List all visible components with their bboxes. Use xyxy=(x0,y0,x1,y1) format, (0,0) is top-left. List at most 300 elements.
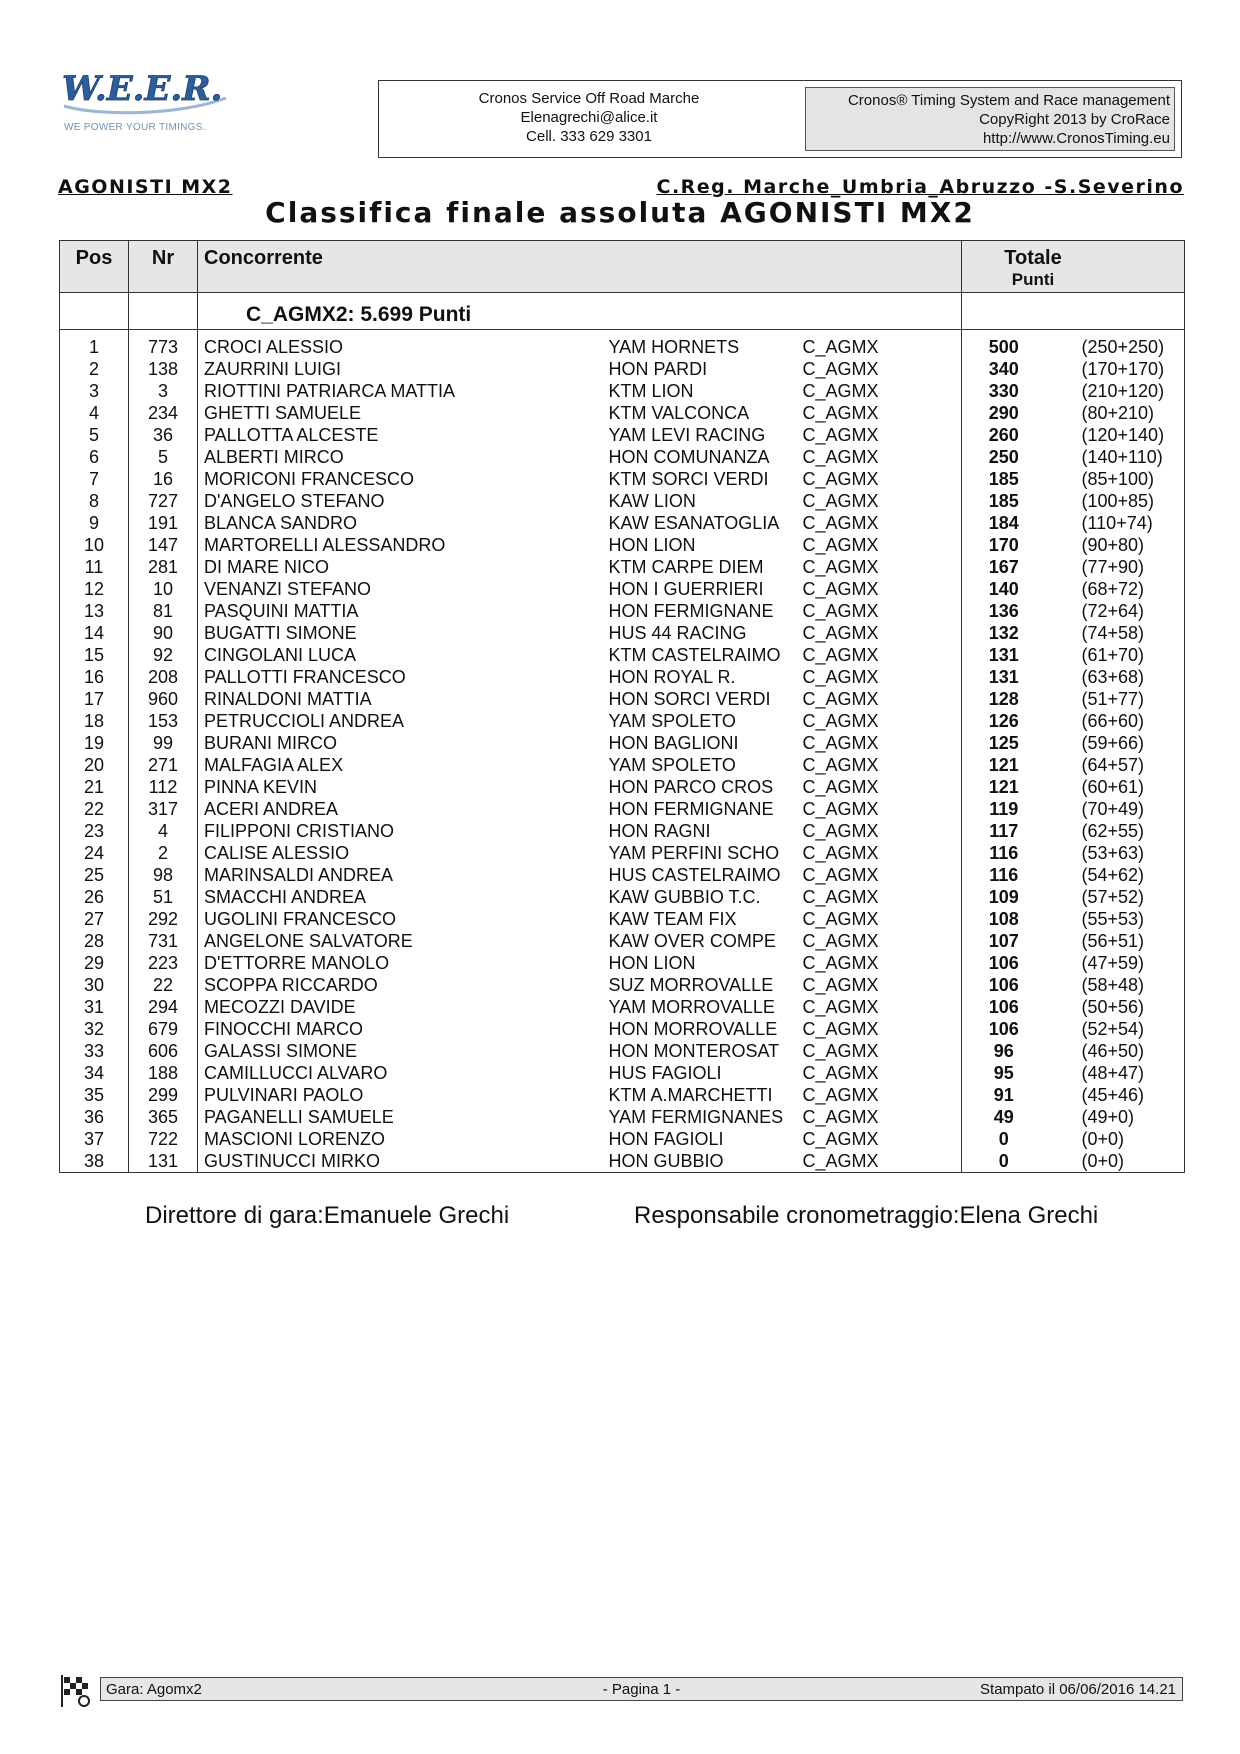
row-points: 119 xyxy=(989,799,1019,819)
table-row xyxy=(60,886,1185,908)
row-points-detail: (70+49) xyxy=(1082,798,1185,820)
row-position: 23 xyxy=(60,820,129,842)
row-rider: PULVINARI PAOLO xyxy=(204,1085,364,1105)
row-class: C_AGMX xyxy=(803,666,962,688)
row-number: 223 xyxy=(129,952,198,974)
row-team: HON LION xyxy=(608,953,696,973)
row-team: HON FERMIGNANE xyxy=(608,601,774,621)
row-position: 17 xyxy=(60,688,129,710)
row-position: 31 xyxy=(60,996,129,1018)
row-rider: FINOCCHI MARCO xyxy=(204,1019,363,1039)
table-row xyxy=(60,1128,1185,1150)
row-rider: BUGATTI SIMONE xyxy=(204,623,357,643)
row-team: HON MONTEROSAT xyxy=(608,1041,780,1061)
row-points: 121 xyxy=(988,777,1019,797)
row-points: 167 xyxy=(988,557,1019,577)
row-rider: ALBERTI MIRCO xyxy=(204,447,344,467)
table-row xyxy=(60,380,1185,402)
col-points-label: Punti xyxy=(1011,270,1055,289)
row-class: C_AGMX xyxy=(803,930,962,952)
row-class: C_AGMX xyxy=(803,864,962,886)
organizer-email: Elenagrechi@alice.it xyxy=(520,109,658,126)
row-team: HON GUBBIO xyxy=(609,1150,803,1173)
row-rider: D'ANGELO STEFANO xyxy=(204,491,385,511)
row-position: 38 xyxy=(60,1150,129,1173)
row-team: KAW GUBBIO T.C. xyxy=(608,887,761,907)
row-class: C_AGMX xyxy=(803,754,962,776)
row-number: 299 xyxy=(129,1084,198,1106)
row-class: C_AGMX xyxy=(803,468,962,490)
col-total-label: Totale xyxy=(1004,247,1062,269)
row-points-detail: (66+60) xyxy=(1082,710,1185,732)
table-row xyxy=(60,666,1185,688)
row-team: YAM HORNETS xyxy=(608,337,740,357)
row-rider: FILIPPONI CRISTIANO xyxy=(204,821,395,841)
row-team: KAW ESANATOGLIA xyxy=(608,513,780,533)
row-points: 0 xyxy=(962,1150,1082,1173)
row-team: HON BAGLIONI xyxy=(608,733,739,753)
row-number: 4 xyxy=(129,820,198,842)
table-row xyxy=(60,358,1185,380)
row-position: 13 xyxy=(60,600,129,622)
row-number: 2 xyxy=(129,842,198,864)
row-position: 2 xyxy=(60,358,129,380)
table-header xyxy=(60,241,1185,293)
row-position: 20 xyxy=(60,754,129,776)
category-cell-empty xyxy=(129,293,198,330)
organizer-box xyxy=(378,80,1182,158)
row-points-detail: (0+0) xyxy=(1082,1128,1185,1150)
row-number: 281 xyxy=(129,556,198,578)
row-points-detail: (52+54) xyxy=(1082,1018,1185,1040)
row-number: 294 xyxy=(129,996,198,1018)
row-rider: RIOTTINI PATRIARCA MATTIA xyxy=(204,381,456,401)
row-points: 116 xyxy=(989,843,1019,863)
row-points: 250 xyxy=(988,447,1019,467)
row-points: 106 xyxy=(988,975,1019,995)
row-points-detail: (64+57) xyxy=(1082,754,1185,776)
logo-tagline: WE POWER YOUR TIMINGS. xyxy=(64,122,206,133)
row-rider: RINALDONI MATTIA xyxy=(204,689,372,709)
table-row xyxy=(60,1062,1185,1084)
row-points: 260 xyxy=(988,425,1019,445)
table-row xyxy=(60,446,1185,468)
row-number: 188 xyxy=(129,1062,198,1084)
row-points: 0 xyxy=(998,1129,1009,1149)
table-row xyxy=(60,1106,1185,1128)
row-points-detail: (85+100) xyxy=(1082,468,1185,490)
row-class: C_AGMX xyxy=(803,974,962,996)
row-team: HON PARCO CROS xyxy=(608,777,774,797)
footer-printed: Stampato il 06/06/2016 14.21 xyxy=(980,1681,1176,1698)
row-rider: MECOZZI DAVIDE xyxy=(204,997,356,1017)
row-points-detail: (57+52) xyxy=(1082,886,1185,908)
row-position: 24 xyxy=(60,842,129,864)
row-position: 14 xyxy=(60,622,129,644)
row-team: YAM PERFINI SCHO xyxy=(608,843,780,863)
table-row xyxy=(60,732,1185,754)
row-points: 500 xyxy=(988,337,1019,357)
table-row xyxy=(60,952,1185,974)
page-title: Classifica finale assoluta AGONISTI MX2 xyxy=(265,196,975,229)
row-class: C_AGMX xyxy=(803,330,962,359)
table-row xyxy=(60,578,1185,600)
row-points-detail: (72+64) xyxy=(1082,600,1185,622)
row-class: C_AGMX xyxy=(803,402,962,424)
table-row xyxy=(60,1040,1185,1062)
table-row xyxy=(60,974,1185,996)
table-row xyxy=(60,908,1185,930)
row-team: HON FERMIGNANE xyxy=(608,799,774,819)
row-points-detail: (120+140) xyxy=(1082,424,1185,446)
table-row xyxy=(60,776,1185,798)
row-points: 49 xyxy=(993,1107,1014,1127)
row-class: C_AGMX xyxy=(803,798,962,820)
row-points-detail: (63+68) xyxy=(1082,666,1185,688)
row-class: C_AGMX xyxy=(803,776,962,798)
row-class: C_AGMX xyxy=(803,556,962,578)
row-points: 290 xyxy=(988,403,1019,423)
row-points-detail: (250+250) xyxy=(1082,330,1185,359)
row-position: 21 xyxy=(60,776,129,798)
col-total xyxy=(962,241,1185,293)
row-number: 271 xyxy=(129,754,198,776)
row-class: C_AGMX xyxy=(803,490,962,512)
weer-logo-mark xyxy=(58,62,238,122)
row-points-detail: (50+56) xyxy=(1082,996,1185,1018)
row-rider: PALLOTTA ALCESTE xyxy=(204,425,379,445)
row-position: 25 xyxy=(60,864,129,886)
row-team: HON FAGIOLI xyxy=(608,1129,724,1149)
row-points: 136 xyxy=(988,601,1019,621)
row-number: 317 xyxy=(129,798,198,820)
footer-page: - Pagina 1 - xyxy=(602,1681,681,1698)
row-number: 679 xyxy=(129,1018,198,1040)
table-row xyxy=(60,600,1185,622)
results-table xyxy=(59,240,1185,1173)
row-rider: PASQUINI MATTIA xyxy=(204,601,359,621)
row-team: HON SORCI VERDI xyxy=(608,689,771,709)
row-points-detail: (68+72) xyxy=(1082,578,1185,600)
row-position: 22 xyxy=(60,798,129,820)
row-points-detail: (47+59) xyxy=(1082,952,1185,974)
row-team: YAM LEVI RACING xyxy=(608,425,766,445)
row-rider: VENANZI STEFANO xyxy=(204,579,372,599)
system-copyright: CopyRight 2013 by CroRace xyxy=(979,111,1170,128)
category-title: AGONISTI MX2 xyxy=(58,176,233,198)
organizer-info xyxy=(379,89,799,146)
row-class: C_AGMX xyxy=(803,996,962,1018)
row-points-detail: (74+58) xyxy=(1082,622,1185,644)
row-number: 98 xyxy=(129,864,198,886)
row-class: C_AGMX xyxy=(803,534,962,556)
row-rider: GHETTI SAMUELE xyxy=(204,403,362,423)
row-position: 4 xyxy=(60,402,129,424)
row-team: KTM VALCONCA xyxy=(608,403,750,423)
table-row xyxy=(60,1150,1185,1173)
row-team: HON MORROVALLE xyxy=(608,1019,778,1039)
weer-logo xyxy=(58,62,238,142)
row-points-detail: (55+53) xyxy=(1082,908,1185,930)
col-name: Concorrente xyxy=(198,241,962,293)
row-position: 16 xyxy=(60,666,129,688)
row-number: 722 xyxy=(129,1128,198,1150)
row-rider: ANGELONE SALVATORE xyxy=(204,931,413,951)
row-number: 81 xyxy=(129,600,198,622)
row-class: C_AGMX xyxy=(803,600,962,622)
row-class: C_AGMX xyxy=(803,578,962,600)
table-row xyxy=(60,402,1185,424)
race-director: Direttore di gara:Emanuele Grechi xyxy=(145,1202,510,1229)
row-rider: MALFAGIA ALEX xyxy=(204,755,344,775)
row-points: 140 xyxy=(988,579,1019,599)
row-position: 37 xyxy=(60,1128,129,1150)
row-rider: GALASSI SIMONE xyxy=(204,1041,358,1061)
row-number: 727 xyxy=(129,490,198,512)
row-team: YAM FERMIGNANES xyxy=(608,1107,784,1127)
row-number: 90 xyxy=(129,622,198,644)
row-team: HON LION xyxy=(608,535,696,555)
row-points: 132 xyxy=(988,623,1019,643)
row-number: 5 xyxy=(129,446,198,468)
row-team: HON ROYAL R. xyxy=(608,667,736,687)
row-position: 10 xyxy=(60,534,129,556)
table-row xyxy=(60,556,1185,578)
row-number: 131 xyxy=(129,1150,198,1173)
row-class: C_AGMX xyxy=(803,820,962,842)
row-number: 3 xyxy=(129,380,198,402)
row-rider: UGOLINI FRANCESCO xyxy=(204,909,397,929)
row-class: C_AGMX xyxy=(803,446,962,468)
row-number: 112 xyxy=(129,776,198,798)
row-rider: CALISE ALESSIO xyxy=(204,843,350,863)
row-rider: GUSTINUCCI MIRKO xyxy=(198,1150,609,1173)
row-points: 185 xyxy=(988,491,1019,511)
row-points-detail: (77+90) xyxy=(1082,556,1185,578)
table-row xyxy=(60,534,1185,556)
row-points-detail: (0+0) xyxy=(1082,1150,1185,1173)
row-rider: MARTORELLI ALESSANDRO xyxy=(204,535,446,555)
footer-race: Gara: Agomx2 xyxy=(106,1681,202,1698)
row-team: HON I GUERRIERI xyxy=(608,579,764,599)
table-row xyxy=(60,688,1185,710)
row-number: 138 xyxy=(129,358,198,380)
row-rider: SMACCHI ANDREA xyxy=(204,887,367,907)
col-nr: Nr xyxy=(129,241,198,293)
row-number: 960 xyxy=(129,688,198,710)
row-points-detail: (51+77) xyxy=(1082,688,1185,710)
row-number: 234 xyxy=(129,402,198,424)
row-class: C_AGMX xyxy=(803,710,962,732)
row-points: 170 xyxy=(988,535,1019,555)
row-points-detail: (48+47) xyxy=(1082,1062,1185,1084)
row-team: SUZ MORROVALLE xyxy=(608,975,774,995)
row-points-detail: (59+66) xyxy=(1082,732,1185,754)
row-team: HUS 44 RACING xyxy=(608,623,747,643)
row-class: C_AGMX xyxy=(803,1150,962,1173)
row-position: 1 xyxy=(60,330,129,359)
row-team: KTM CARPE DIEM xyxy=(608,557,764,577)
row-number: 365 xyxy=(129,1106,198,1128)
row-position: 32 xyxy=(60,1018,129,1040)
page-footer xyxy=(100,1677,1183,1701)
table-row xyxy=(60,754,1185,776)
table-row xyxy=(60,424,1185,446)
row-team: HON PARDI xyxy=(608,359,708,379)
row-position: 18 xyxy=(60,710,129,732)
row-class: C_AGMX xyxy=(803,842,962,864)
row-position: 29 xyxy=(60,952,129,974)
row-points-detail: (49+0) xyxy=(1082,1106,1185,1128)
row-position: 33 xyxy=(60,1040,129,1062)
row-points: 107 xyxy=(988,931,1019,951)
row-rider: PINNA KEVIN xyxy=(204,777,318,797)
table-row xyxy=(60,490,1185,512)
row-team: KTM SORCI VERDI xyxy=(608,469,769,489)
row-number: 36 xyxy=(129,424,198,446)
row-points-detail: (80+210) xyxy=(1082,402,1185,424)
row-team: YAM MORROVALLE xyxy=(608,997,775,1017)
table-row xyxy=(60,644,1185,666)
row-rider: SCOPPA RICCARDO xyxy=(204,975,378,995)
system-url: http://www.CronosTiming.eu xyxy=(982,130,1170,147)
row-class: C_AGMX xyxy=(803,358,962,380)
row-class: C_AGMX xyxy=(803,424,962,446)
row-rider: D'ETTORRE MANOLO xyxy=(204,953,390,973)
row-points-detail: (56+51) xyxy=(1082,930,1185,952)
row-points-detail: (61+70) xyxy=(1082,644,1185,666)
row-rider: MASCIONI LORENZO xyxy=(204,1129,386,1149)
row-number: 51 xyxy=(129,886,198,908)
col-pos: Pos xyxy=(60,241,129,293)
row-rider: CINGOLANI LUCA xyxy=(204,645,357,665)
row-points-detail: (54+62) xyxy=(1082,864,1185,886)
row-position: 30 xyxy=(60,974,129,996)
row-number: 731 xyxy=(129,930,198,952)
row-points: 91 xyxy=(993,1085,1014,1105)
row-points-detail: (45+46) xyxy=(1082,1084,1185,1106)
table-row xyxy=(60,710,1185,732)
row-team: YAM SPOLETO xyxy=(608,711,736,731)
row-position: 19 xyxy=(60,732,129,754)
row-position: 11 xyxy=(60,556,129,578)
row-number: 208 xyxy=(129,666,198,688)
row-class: C_AGMX xyxy=(803,512,962,534)
row-class: C_AGMX xyxy=(803,1062,962,1084)
row-points: 95 xyxy=(993,1063,1014,1083)
row-class: C_AGMX xyxy=(803,886,962,908)
row-class: C_AGMX xyxy=(803,688,962,710)
row-points-detail: (62+55) xyxy=(1082,820,1185,842)
row-number: 147 xyxy=(129,534,198,556)
row-team: KAW OVER COMPE xyxy=(608,931,776,951)
row-points: 330 xyxy=(988,381,1019,401)
row-points: 131 xyxy=(988,667,1019,687)
table-row xyxy=(60,820,1185,842)
row-points-detail: (53+63) xyxy=(1082,842,1185,864)
row-rider: CAMILLUCCI ALVARO xyxy=(204,1063,388,1083)
table-row xyxy=(60,930,1185,952)
table-row xyxy=(60,512,1185,534)
row-number: 292 xyxy=(129,908,198,930)
row-points: 128 xyxy=(988,689,1019,709)
row-rider: MORICONI FRANCESCO xyxy=(204,469,415,489)
table-row xyxy=(60,330,1185,359)
row-rider: BURANI MIRCO xyxy=(204,733,338,753)
row-rider: PAGANELLI SAMUELE xyxy=(204,1107,394,1127)
row-points-detail: (90+80) xyxy=(1082,534,1185,556)
row-points-detail: (46+50) xyxy=(1082,1040,1185,1062)
category-row xyxy=(60,293,1185,330)
row-points: 184 xyxy=(988,513,1019,533)
row-number: 99 xyxy=(129,732,198,754)
system-name: Cronos® Timing System and Race management xyxy=(847,92,1170,109)
row-position: 9 xyxy=(60,512,129,534)
row-points: 125 xyxy=(988,733,1019,753)
championship-title: C.Reg. Marche_Umbria_Abruzzo -S.Severino xyxy=(656,176,1184,198)
row-rider: CROCI ALESSIO xyxy=(204,337,344,357)
row-number: 191 xyxy=(129,512,198,534)
category-cell-empty xyxy=(60,293,129,330)
row-points: 116 xyxy=(989,865,1019,885)
row-team: KAW TEAM FIX xyxy=(608,909,737,929)
row-points: 108 xyxy=(988,909,1019,929)
row-team: HUS FAGIOLI xyxy=(608,1063,722,1083)
logo-wordmark: W.E.E.R. xyxy=(62,69,223,109)
row-position: 6 xyxy=(60,446,129,468)
row-points: 106 xyxy=(988,997,1019,1017)
row-position: 35 xyxy=(60,1084,129,1106)
row-position: 8 xyxy=(60,490,129,512)
timing-manager: Responsabile cronometraggio:Elena Grechi xyxy=(634,1202,1099,1229)
row-rider: MARINSALDI ANDREA xyxy=(204,865,394,885)
checkered-flag-icon xyxy=(58,1673,94,1709)
row-points-detail: (140+110) xyxy=(1082,446,1185,468)
row-team: HUS CASTELRAIMO xyxy=(608,865,781,885)
results-body xyxy=(60,330,1185,1173)
row-points: 121 xyxy=(988,755,1019,775)
row-team: YAM SPOLETO xyxy=(608,755,736,775)
row-points: 109 xyxy=(988,887,1019,907)
row-class: C_AGMX xyxy=(803,952,962,974)
row-position: 28 xyxy=(60,930,129,952)
row-position: 3 xyxy=(60,380,129,402)
table-row xyxy=(60,842,1185,864)
row-class: C_AGMX xyxy=(803,1040,962,1062)
row-rider: PETRUCCIOLI ANDREA xyxy=(204,711,405,731)
row-position: 27 xyxy=(60,908,129,930)
row-points-detail: (210+120) xyxy=(1082,380,1185,402)
row-number: 92 xyxy=(129,644,198,666)
row-team: KTM A.MARCHETTI xyxy=(608,1085,773,1105)
row-rider: ZAURRINI LUIGI xyxy=(204,359,342,379)
row-points-detail: (60+61) xyxy=(1082,776,1185,798)
row-position: 15 xyxy=(60,644,129,666)
row-class: C_AGMX xyxy=(803,1084,962,1106)
system-info xyxy=(805,87,1175,151)
row-class: C_AGMX xyxy=(803,644,962,666)
row-class: C_AGMX xyxy=(803,380,962,402)
row-number: 773 xyxy=(129,330,198,359)
row-rider: ACERI ANDREA xyxy=(204,799,339,819)
row-number: 22 xyxy=(129,974,198,996)
row-points-detail: (170+170) xyxy=(1082,358,1185,380)
row-position: 34 xyxy=(60,1062,129,1084)
category-cell-empty xyxy=(962,293,1185,330)
row-position: 26 xyxy=(60,886,129,908)
row-points: 96 xyxy=(993,1041,1014,1061)
row-points: 106 xyxy=(988,1019,1019,1039)
